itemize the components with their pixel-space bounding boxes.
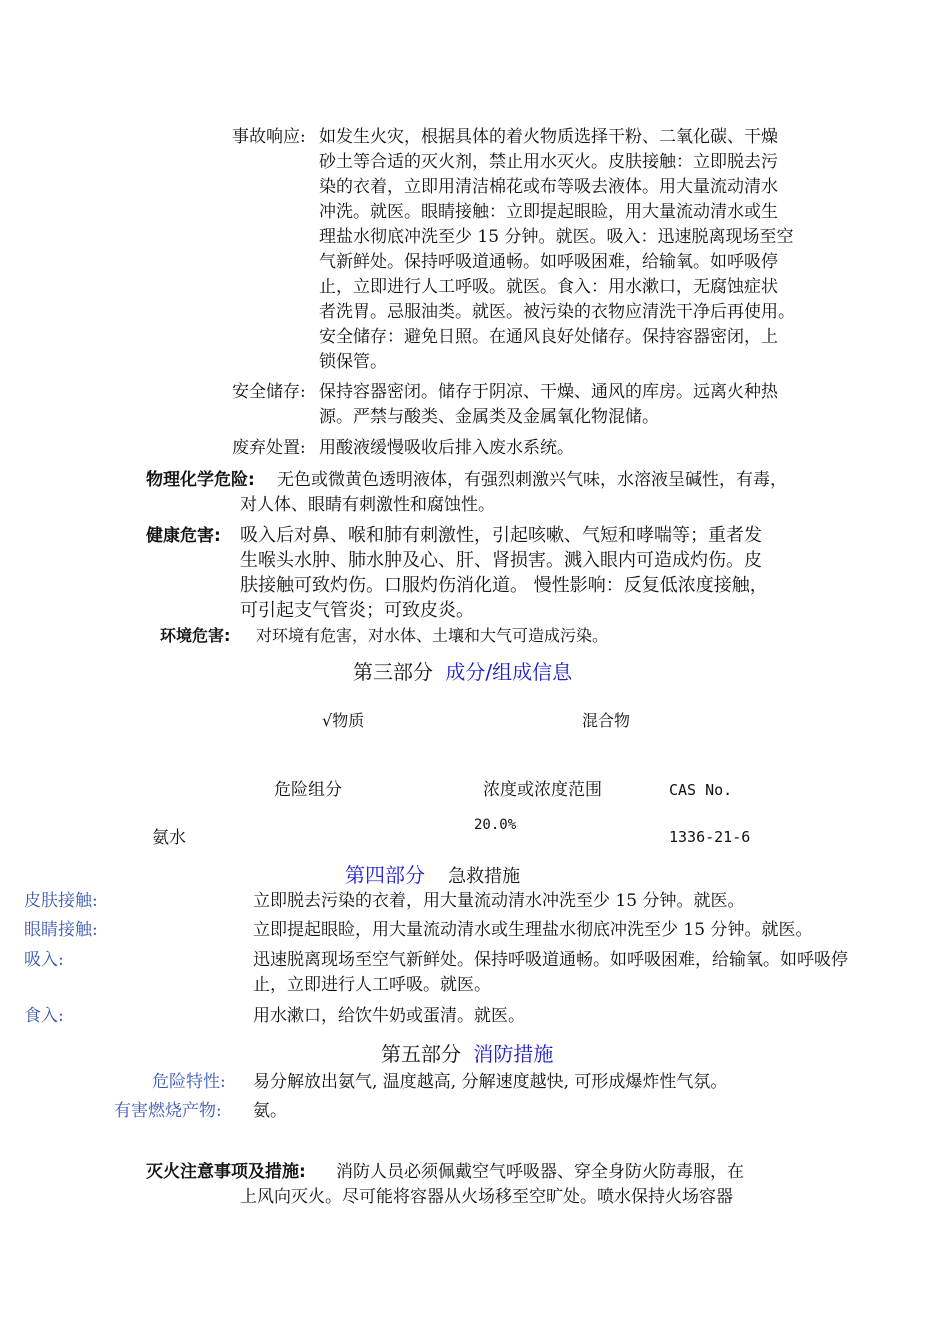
text-line: 肤接触可致灼伤。口服灼伤消化道。 慢性影响：反复低浓度接触， xyxy=(240,575,768,596)
text-line: 保持容器密闭。储存于阴凉、干燥、通风的库房。远离火种热 xyxy=(319,382,778,402)
section-title: 急救措施 xyxy=(448,866,521,887)
col-header-concentration: 浓度或浓度范围 xyxy=(483,780,602,800)
first-aid-ingest-text: 用水漱口，给饮牛奶或蛋清。就医。 xyxy=(253,1006,525,1026)
firefighting-line2 xyxy=(240,1185,733,1210)
text-line: 如发生火灾，根据具体的着火物质选择干粉、二氧化碳、干燥 xyxy=(319,127,778,147)
section-prefix: 第三部分 xyxy=(353,660,433,684)
first-aid-inhale-label: 吸入: xyxy=(24,950,64,970)
component-cas: 1336-21-6 xyxy=(669,828,751,846)
first-aid-ingest-label: 食入: xyxy=(24,1006,64,1026)
fire-hazard-text: 易分解放出氨气, 温度越高, 分解速度越快, 可形成爆炸性气氛。 xyxy=(253,1072,728,1092)
accident-response-label: 事故响应: xyxy=(232,127,306,147)
text-line: 安全储存：避免日照。在通风良好处储存。保持容器密闭，上 xyxy=(319,327,778,347)
text-line: 止，立即进行人工呼吸。就医。 xyxy=(253,975,491,995)
combustion-products-label: 有害燃烧产物: xyxy=(114,1101,222,1121)
health-hazard-text xyxy=(240,523,768,623)
combustion-products-text: 氨。 xyxy=(253,1101,287,1121)
first-aid-skin-label: 皮肤接触: xyxy=(24,891,98,911)
safe-storage-text xyxy=(319,380,778,430)
text-line: 对人体、眼睛有刺激性和腐蚀性。 xyxy=(240,495,495,515)
firefighting-line1 xyxy=(336,1160,744,1185)
physchem-hazard-line2 xyxy=(240,493,495,518)
accident-response-text xyxy=(319,125,795,375)
text-line: 生喉头水肿、肺水肿及心、肝、肾损害。溅入眼内可造成灼伤。皮 xyxy=(240,550,762,571)
section-title: 消防措施 xyxy=(473,1042,554,1066)
text-line: 迅速脱离现场至空气新鲜处。保持呼吸道通畅。如呼吸困难，给输氧。如呼吸停 xyxy=(253,950,848,970)
text-line: 理盐水彻底冲洗至少 15 分钟。就医。吸入：迅速脱离现场至空 xyxy=(319,227,794,247)
text-line: 冲洗。就医。眼睛接触：立即提起眼睑，用大量流动清水或生 xyxy=(319,202,778,222)
component-concentration: 20.0% xyxy=(474,817,517,833)
safe-storage-label: 安全储存: xyxy=(232,382,306,402)
env-hazard-label: 环境危害: xyxy=(160,626,231,645)
text-line: 无色或微黄色透明液体，有强烈刺激兴气味，水溶液呈碱性，有毒， xyxy=(277,470,787,490)
mixture-option: 混合物 xyxy=(582,711,631,730)
col-header-cas: CAS No. xyxy=(669,781,733,799)
firefighting-label: 灭火注意事项及措施: xyxy=(146,1162,306,1182)
section-prefix: 第五部分 xyxy=(381,1042,461,1066)
first-aid-eye-label: 眼睛接触: xyxy=(24,920,98,940)
section-4-heading xyxy=(345,861,520,891)
text-line: 可引起支气管炎；可致皮炎。 xyxy=(240,600,474,621)
physchem-hazard-label: 物理化学危险: xyxy=(146,470,255,490)
text-line: 锁保管。 xyxy=(319,352,387,372)
text-line: 消防人员必须佩戴空气呼吸器、穿全身防火防毒服，在 xyxy=(336,1162,744,1182)
text-line: 止，立即进行人工呼吸。就医。食入：用水漱口，无腐蚀症状 xyxy=(319,277,778,297)
section-5-heading xyxy=(381,1040,553,1068)
first-aid-skin-text: 立即脱去污染的衣着，用大量流动清水冲洗至少 15 分钟。就医。 xyxy=(253,891,745,911)
text-line: 者洗胃。忌服油类。就医。被污染的衣物应清洗干净后再使用。 xyxy=(319,302,795,322)
text-line: 吸入后对鼻、喉和肺有刺激性，引起咳嗽、气短和哮喘等；重者发 xyxy=(240,525,762,546)
fire-hazard-label: 危险特性: xyxy=(152,1072,226,1092)
text-line: 气新鲜处。保持呼吸道通畅。如呼吸困难，给输氧。如呼吸停 xyxy=(319,252,778,272)
health-hazard-label: 健康危害: xyxy=(146,526,221,546)
first-aid-eye-text: 立即提起眼睑，用大量流动清水或生理盐水彻底冲洗至少 15 分钟。就医。 xyxy=(253,920,813,940)
component-name: 氨水 xyxy=(152,828,186,848)
disposal-text: 用酸液缓慢吸收后排入废水系统。 xyxy=(319,438,574,458)
section-3-heading xyxy=(353,658,572,686)
text-line: 染的衣着，立即用清洁棉花或布等吸去液体。用大量流动清水 xyxy=(319,177,778,197)
section-prefix: 第四部分 xyxy=(345,863,425,887)
col-header-component: 危险组分 xyxy=(274,780,342,800)
first-aid-inhale-text xyxy=(253,948,848,998)
text-line: 砂土等合适的灭火剂，禁止用水灭火。皮肤接触：立即脱去污 xyxy=(319,152,778,172)
env-hazard-text: 对环境有危害，对水体、土壤和大气可造成污染。 xyxy=(256,626,609,645)
text-line: 源。严禁与酸类、金属类及金属氧化物混储。 xyxy=(319,407,659,427)
substance-option: √物质 xyxy=(322,711,365,730)
section-title: 成分/组成信息 xyxy=(445,660,573,684)
physchem-hazard-line1 xyxy=(277,468,787,493)
text-line: 上风向灭火。尽可能将容器从火场移至空旷处。喷水保持火场容器 xyxy=(240,1187,733,1207)
disposal-label: 废弃处置: xyxy=(232,438,306,458)
